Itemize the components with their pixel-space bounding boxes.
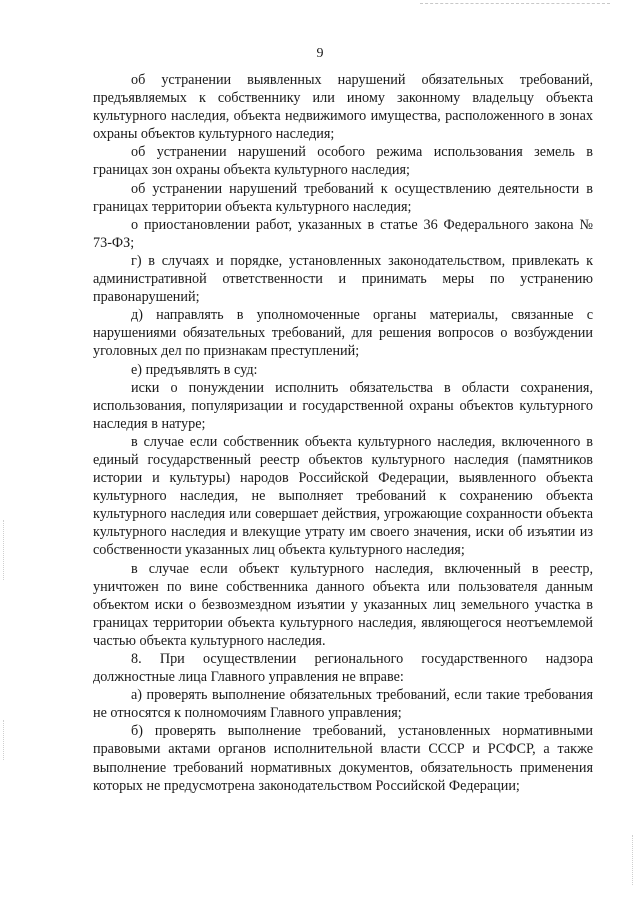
paragraph: е) предъявлять в суд: xyxy=(131,361,258,378)
paragraph: б) проверять выполнение требований, установленных нормативными правовыми актами органов исполнительной власти СССР и РСФСР, а также выполнение требований нормативных документов, обязательность применения которых не предусмотрена законодательством Российской Федерации; xyxy=(93,723,593,794)
scan-artifact-left xyxy=(3,520,5,580)
paragraph: в случае если собственник объекта культурного наследия, включенного в единый государственный реестр объектов культурного наследия (памятников истории и культуры) народов Российской Федерации, выявленного объекта культурного наследия, не выполняет требований к сохранению объекта культурного наследия или совершает действия, угрожающие сохранности объекта культурного наследия и влекущие утрату им своего значения, иски об изъятии из собственности указанных лиц объекта культурного наследия; xyxy=(93,433,593,559)
paragraph: об устранении нарушений особого режима использования земель в границах зон охраны объекта культурного наследия; xyxy=(93,144,593,179)
scan-artifact-top xyxy=(420,3,610,6)
scan-artifact-left-lower xyxy=(3,720,5,760)
paragraph: 8. При осуществлении регионального государственного надзора должностные лица Главного управления не вправе: xyxy=(93,651,593,686)
paragraph: г) в случаях и порядке, установленных законодательством, привлекать к административной ответственности и принимать меры по устранению правонарушений; xyxy=(93,252,593,306)
scan-artifact-right xyxy=(632,835,634,885)
paragraph: иски о понуждении исполнить обязательства в области сохранения, использования, популяризации и государственной охраны объектов культурного наследия в натуре; xyxy=(93,379,593,432)
paragraph: а) проверять выполнение обязательных требований, если такие требования не относятся к полномочиям Главного управления; xyxy=(93,687,593,722)
page-number: 9 xyxy=(316,46,324,61)
document-body xyxy=(93,71,593,795)
paragraph: д) направлять в уполномоченные органы материалы, связанные с нарушениями обязательных требований, для решения вопросов о возбуждении уголовных дел по признакам преступлений; xyxy=(93,307,593,360)
paragraph: в случае если объект культурного наследия, включенный в реестр, уничтожен по вине собственника данного объекта или пользователя данным объектом иски о безвозмездном изъятии у указанных лиц земельного участка в границах территории объекта культурного наследия, являющегося неотъемлемой частью объекта культурного наследия. xyxy=(93,560,593,649)
paragraph: об устранении выявленных нарушений обязательных требований, предъявляемых к собственнику или иному законному владельцу объекта культурного наследия, объекта недвижимого имущества, расположенного в зонах охраны объектов культурного наследия; xyxy=(93,72,593,143)
paragraph: о приостановлении работ, указанных в статье 36 Федерального закона № 73-ФЗ; xyxy=(93,216,593,251)
paragraph: об устранении нарушений требований к осуществлению деятельности в границах территории объекта культурного наследия; xyxy=(93,180,593,215)
